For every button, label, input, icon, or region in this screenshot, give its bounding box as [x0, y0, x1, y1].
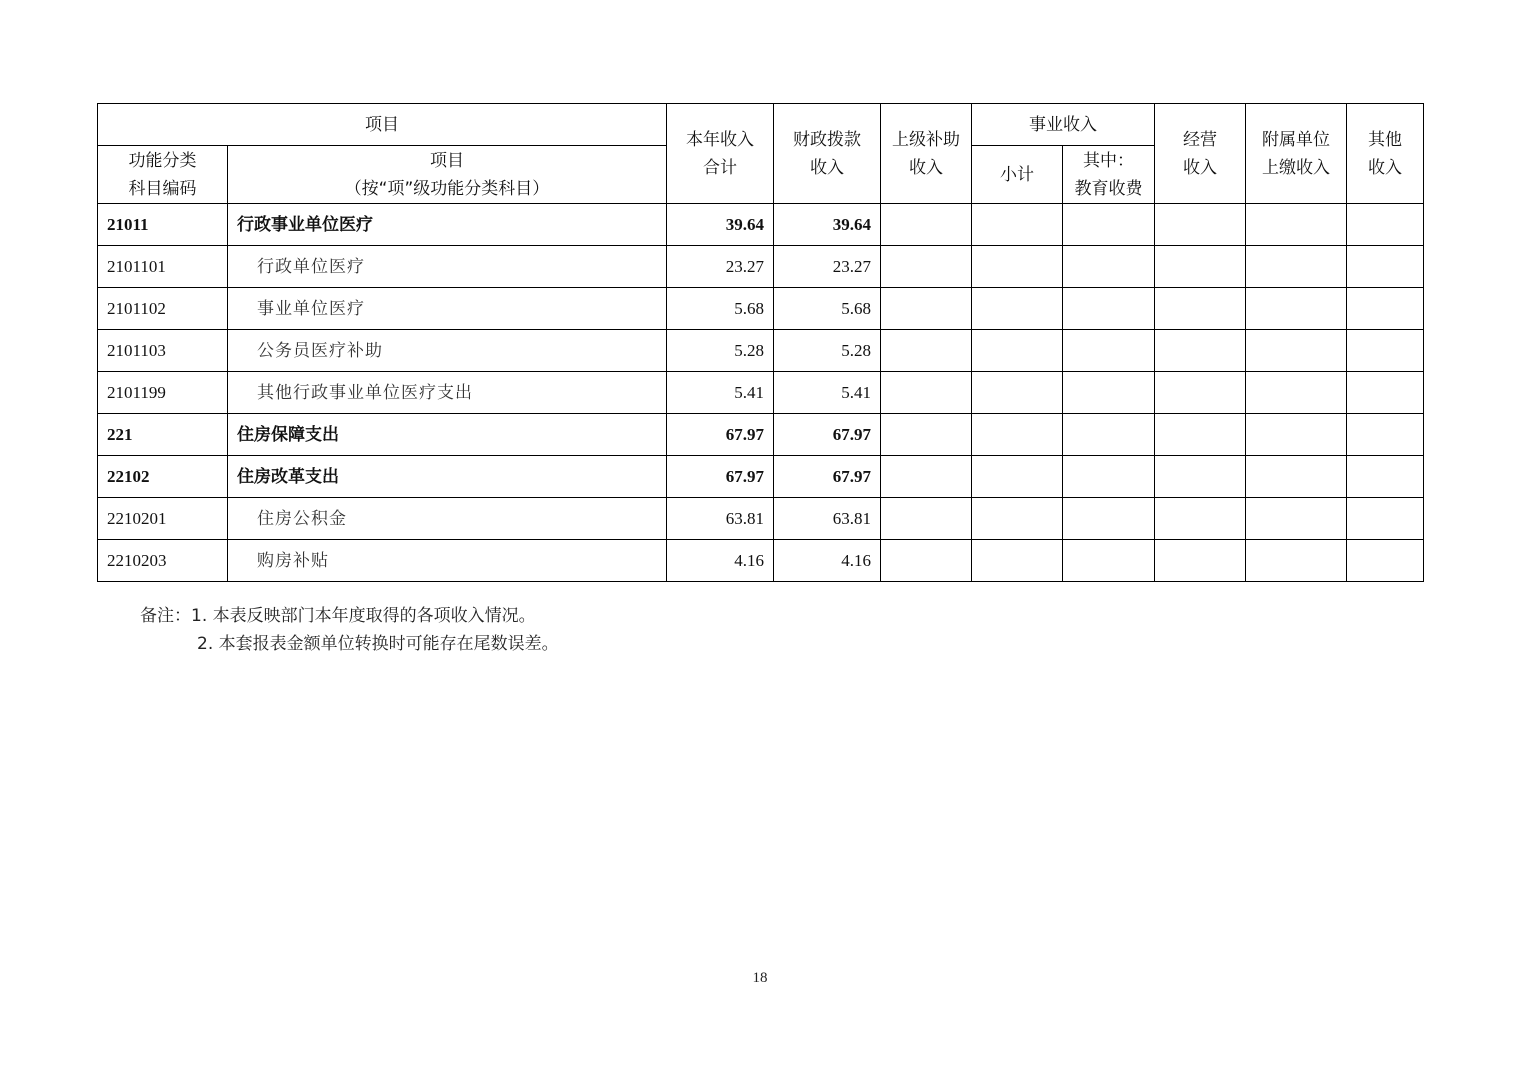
header-affiliate-line2: 上缴收入: [1262, 157, 1330, 178]
header-item-line2: （按“项”级功能分类科目）: [344, 178, 550, 199]
header-superior: [881, 104, 972, 204]
header-func-code: [98, 146, 228, 204]
row-other: [1347, 372, 1424, 414]
table-row: [98, 204, 1424, 246]
row-superior: [881, 540, 972, 582]
row-other: [1347, 288, 1424, 330]
header-edu-line2: 教育收费: [1074, 178, 1143, 199]
row-name: 行政单位医疗: [228, 246, 667, 288]
row-name: 行政事业单位医疗: [228, 204, 667, 246]
header-superior-line2: 收入: [909, 157, 943, 178]
row-code: 221: [98, 414, 228, 456]
row-total: 23.27: [667, 246, 774, 288]
header-edu-line1: 其中：: [1083, 150, 1134, 171]
row-name: 事业单位医疗: [228, 288, 667, 330]
table-row: [98, 456, 1424, 498]
row-superior: [881, 246, 972, 288]
header-fiscal: [774, 104, 881, 204]
row-edu-fee: [1063, 372, 1155, 414]
header-fiscal-line2: 收入: [810, 157, 844, 178]
row-edu-fee: [1063, 540, 1155, 582]
table-body: [98, 204, 1424, 582]
header-operating-line2: 收入: [1183, 157, 1217, 178]
row-edu-fee: [1063, 414, 1155, 456]
row-operating: [1155, 372, 1246, 414]
row-name: 公务员医疗补助: [228, 330, 667, 372]
table-row: [98, 372, 1424, 414]
row-other: [1347, 204, 1424, 246]
row-total: 63.81: [667, 498, 774, 540]
row-affiliate: [1246, 540, 1347, 582]
row-business-subtotal: [972, 204, 1063, 246]
row-affiliate: [1246, 288, 1347, 330]
row-superior: [881, 456, 972, 498]
note-line-2: 2. 本套报表金额单位转换时可能存在尾数误差。: [197, 634, 559, 654]
row-fiscal: 5.68: [774, 288, 881, 330]
row-total: 39.64: [667, 204, 774, 246]
row-other: [1347, 498, 1424, 540]
row-affiliate: [1246, 204, 1347, 246]
notes: [140, 602, 559, 658]
row-operating: [1155, 414, 1246, 456]
header-affiliate-line1: 附属单位: [1262, 129, 1330, 150]
income-table: [97, 103, 1424, 582]
note-line-1: 备注：1. 本表反映部门本年度取得的各项收入情况。: [140, 606, 536, 626]
row-edu-fee: [1063, 246, 1155, 288]
row-other: [1347, 540, 1424, 582]
header-subtotal: 小计: [972, 146, 1063, 204]
row-fiscal: 23.27: [774, 246, 881, 288]
row-fiscal: 67.97: [774, 414, 881, 456]
row-operating: [1155, 288, 1246, 330]
row-fiscal: 63.81: [774, 498, 881, 540]
row-code: 2101102: [98, 288, 228, 330]
row-superior: [881, 288, 972, 330]
row-superior: [881, 498, 972, 540]
table-row: [98, 246, 1424, 288]
row-edu-fee: [1063, 330, 1155, 372]
header-project: 项目: [98, 104, 667, 146]
row-operating: [1155, 456, 1246, 498]
row-business-subtotal: [972, 540, 1063, 582]
page-number: 18: [752, 970, 768, 986]
row-code: 2101101: [98, 246, 228, 288]
header-total: [667, 104, 774, 204]
row-edu-fee: [1063, 498, 1155, 540]
row-operating: [1155, 204, 1246, 246]
row-affiliate: [1246, 456, 1347, 498]
header-operating: [1155, 104, 1246, 204]
row-code: 2101103: [98, 330, 228, 372]
row-total: 5.28: [667, 330, 774, 372]
row-code: 2101199: [98, 372, 228, 414]
row-code: 2210201: [98, 498, 228, 540]
row-superior: [881, 204, 972, 246]
row-name: 其他行政事业单位医疗支出: [228, 372, 667, 414]
row-code: 22102: [98, 456, 228, 498]
row-operating: [1155, 540, 1246, 582]
row-business-subtotal: [972, 246, 1063, 288]
header-superior-line1: 上级补助: [892, 129, 960, 150]
row-other: [1347, 456, 1424, 498]
row-name: 住房改革支出: [228, 456, 667, 498]
row-edu-fee: [1063, 456, 1155, 498]
header-item: [228, 146, 667, 204]
row-business-subtotal: [972, 498, 1063, 540]
row-name: 住房保障支出: [228, 414, 667, 456]
table-row: [98, 414, 1424, 456]
header-fiscal-line1: 财政拨款: [793, 129, 861, 150]
row-total: 5.68: [667, 288, 774, 330]
row-superior: [881, 372, 972, 414]
table-row: [98, 330, 1424, 372]
row-operating: [1155, 498, 1246, 540]
header-edu: [1063, 146, 1155, 204]
row-affiliate: [1246, 414, 1347, 456]
row-fiscal: 67.97: [774, 456, 881, 498]
row-edu-fee: [1063, 204, 1155, 246]
row-business-subtotal: [972, 372, 1063, 414]
header-other-line1: 其他: [1368, 129, 1402, 150]
header-item-line1: 项目: [430, 150, 464, 171]
row-code: 2210203: [98, 540, 228, 582]
row-fiscal: 5.28: [774, 330, 881, 372]
row-fiscal: 4.16: [774, 540, 881, 582]
header-other: [1347, 104, 1424, 204]
table-row: [98, 288, 1424, 330]
header-func-code-line2: 科目编码: [128, 178, 197, 199]
table-row: [98, 540, 1424, 582]
header-business: 事业收入: [972, 104, 1155, 146]
row-code: 21011: [98, 204, 228, 246]
row-business-subtotal: [972, 414, 1063, 456]
row-affiliate: [1246, 330, 1347, 372]
row-affiliate: [1246, 246, 1347, 288]
row-total: 5.41: [667, 372, 774, 414]
table-row: [98, 498, 1424, 540]
row-total: 67.97: [667, 456, 774, 498]
header-total-line2: 合计: [703, 157, 737, 178]
row-fiscal: 5.41: [774, 372, 881, 414]
row-business-subtotal: [972, 288, 1063, 330]
row-other: [1347, 414, 1424, 456]
row-name: 购房补贴: [228, 540, 667, 582]
row-name: 住房公积金: [228, 498, 667, 540]
header-func-code-line1: 功能分类: [128, 150, 197, 171]
row-superior: [881, 330, 972, 372]
row-affiliate: [1246, 498, 1347, 540]
row-other: [1347, 246, 1424, 288]
header-total-line1: 本年收入: [686, 129, 754, 150]
row-other: [1347, 330, 1424, 372]
header-operating-line1: 经营: [1183, 129, 1217, 150]
row-business-subtotal: [972, 456, 1063, 498]
row-total: 4.16: [667, 540, 774, 582]
header-other-line2: 收入: [1368, 157, 1402, 178]
row-superior: [881, 414, 972, 456]
row-business-subtotal: [972, 330, 1063, 372]
row-edu-fee: [1063, 288, 1155, 330]
row-total: 67.97: [667, 414, 774, 456]
header-affiliate: [1246, 104, 1347, 204]
row-affiliate: [1246, 372, 1347, 414]
row-operating: [1155, 330, 1246, 372]
row-fiscal: 39.64: [774, 204, 881, 246]
row-operating: [1155, 246, 1246, 288]
